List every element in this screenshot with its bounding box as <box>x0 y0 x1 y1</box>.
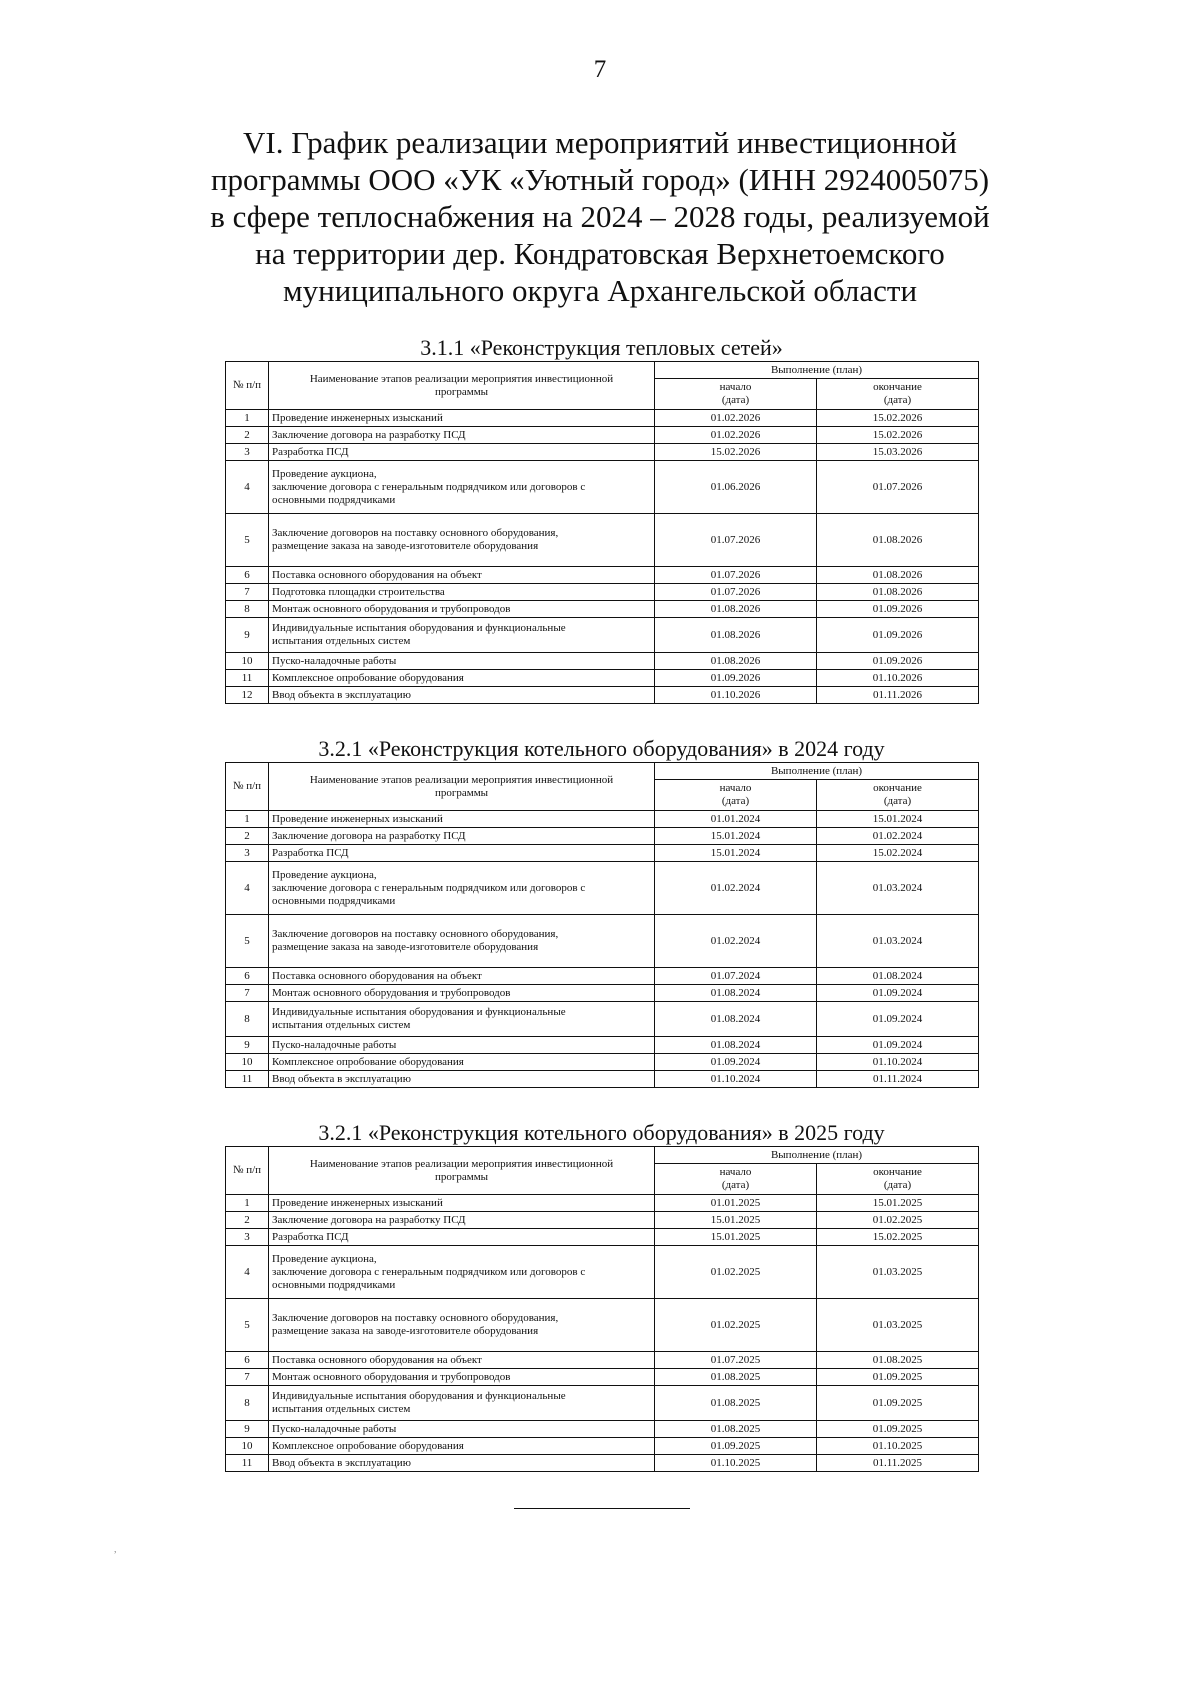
row-number: 8 <box>226 1002 269 1037</box>
table-row <box>226 1246 979 1299</box>
row-number: 6 <box>226 1352 269 1369</box>
header-end-sub: (дата) <box>883 1179 912 1191</box>
row-start-date: 01.10.2026 <box>655 687 817 704</box>
row-start-date: 15.01.2024 <box>655 828 817 845</box>
header-execution: Выполнение (план) <box>655 362 979 379</box>
row-stage-name <box>269 653 655 670</box>
table-row <box>226 968 979 985</box>
row-end-date: 01.03.2024 <box>817 862 979 915</box>
header-start-sub: (дата) <box>721 394 750 406</box>
row-end-date: 01.08.2026 <box>817 514 979 567</box>
row-stage-name <box>269 584 655 601</box>
schedule-table <box>225 1146 979 1472</box>
title-line: программы ООО «УК «Уютный город» (ИНН 2924005075) <box>210 162 990 197</box>
stage-name-line: Проведение аукциона, <box>272 467 377 480</box>
row-stage-name <box>269 828 655 845</box>
page-number: 7 <box>593 56 607 83</box>
row-start-date: 01.08.2026 <box>655 618 817 653</box>
table-row <box>226 811 979 828</box>
table-row <box>226 1229 979 1246</box>
stage-name-line: Поставка основного оборудования на объект <box>272 969 482 982</box>
title-line: муниципального округа Архангельской области <box>282 273 918 308</box>
table-row <box>226 1037 979 1054</box>
header-start-label: начало <box>719 1166 752 1178</box>
stage-name-line: испытания отдельных систем <box>272 1403 411 1415</box>
section-title: 3.2.1 «Реконструкция котельного оборудования» в 2024 году <box>318 736 885 761</box>
stage-name-line: Заключение договоров на поставку основного оборудования, <box>272 527 559 539</box>
stage-name-line: Монтаж основного оборудования и трубопроводов <box>272 986 511 999</box>
row-start-date: 01.02.2026 <box>655 427 817 444</box>
header-start <box>655 780 817 811</box>
row-end-date: 01.02.2024 <box>817 828 979 845</box>
table-row <box>226 1071 979 1088</box>
stage-name-line: Комплексное опробование оборудования <box>272 1055 464 1068</box>
row-start-date: 15.01.2025 <box>655 1212 817 1229</box>
header-end <box>817 1164 979 1195</box>
row-stage-name <box>269 670 655 687</box>
header-num: № п/п <box>226 763 269 811</box>
row-stage-name <box>269 1071 655 1088</box>
row-number: 10 <box>226 1438 269 1455</box>
row-start-date: 01.06.2026 <box>655 461 817 514</box>
row-stage-name <box>269 1421 655 1438</box>
header-start-sub: (дата) <box>721 795 750 807</box>
table-row <box>226 653 979 670</box>
row-number: 7 <box>226 584 269 601</box>
row-end-date: 15.02.2025 <box>817 1229 979 1246</box>
section-heat-networks <box>225 335 978 704</box>
row-stage-name <box>269 618 655 653</box>
header-end <box>817 780 979 811</box>
row-end-date: 01.08.2026 <box>817 584 979 601</box>
row-start-date: 01.07.2026 <box>655 584 817 601</box>
row-end-date: 15.02.2024 <box>817 845 979 862</box>
row-number: 4 <box>226 1246 269 1299</box>
stage-name-line: Индивидуальные испытания оборудования и функциональные <box>272 622 566 634</box>
row-end-date: 01.09.2026 <box>817 653 979 670</box>
stage-name-line: заключение договора с генеральным подрядчиком или договоров с <box>272 480 586 493</box>
row-end-date: 15.03.2026 <box>817 444 979 461</box>
row-end-date: 01.09.2024 <box>817 985 979 1002</box>
table-row <box>226 1195 979 1212</box>
row-end-date: 01.09.2025 <box>817 1386 979 1421</box>
row-start-date: 01.10.2025 <box>655 1455 817 1472</box>
stage-name-line: Разработка ПСД <box>272 846 349 859</box>
row-end-date: 01.02.2025 <box>817 1212 979 1229</box>
row-number: 12 <box>226 687 269 704</box>
stage-name-line: Ввод объекта в эксплуатацию <box>272 1072 411 1085</box>
row-end-date: 15.01.2025 <box>817 1195 979 1212</box>
row-start-date: 01.08.2025 <box>655 1386 817 1421</box>
stage-name-line: Заключение договоров на поставку основного оборудования, <box>272 1312 559 1324</box>
table-row <box>226 567 979 584</box>
stage-name-line: Поставка основного оборудования на объект <box>272 568 482 581</box>
row-number: 1 <box>226 410 269 427</box>
stage-name-line: Индивидуальные испытания оборудования и функциональные <box>272 1006 566 1018</box>
row-end-date: 01.09.2024 <box>817 1002 979 1037</box>
row-end-date: 01.09.2025 <box>817 1421 979 1438</box>
row-number: 1 <box>226 811 269 828</box>
row-stage-name <box>269 862 655 915</box>
row-end-date: 01.11.2025 <box>817 1455 979 1472</box>
table-row <box>226 1054 979 1071</box>
stage-name-line: Разработка ПСД <box>272 1230 349 1243</box>
header-end-sub: (дата) <box>883 394 912 406</box>
row-end-date: 01.09.2025 <box>817 1369 979 1386</box>
stage-name-line: основными подрядчиками <box>272 894 396 907</box>
row-start-date: 15.01.2025 <box>655 1229 817 1246</box>
row-stage-name <box>269 444 655 461</box>
row-stage-name <box>269 410 655 427</box>
stage-name-line: Разработка ПСД <box>272 445 349 458</box>
table-row <box>226 1438 979 1455</box>
table-row <box>226 514 979 567</box>
table-row <box>226 410 979 427</box>
row-start-date: 01.07.2026 <box>655 567 817 584</box>
row-stage-name <box>269 1229 655 1246</box>
row-stage-name <box>269 968 655 985</box>
row-number: 11 <box>226 1455 269 1472</box>
row-stage-name <box>269 514 655 567</box>
row-start-date: 01.02.2024 <box>655 915 817 968</box>
stage-name-line: Пуско-наладочные работы <box>272 654 397 667</box>
table-row <box>226 1212 979 1229</box>
row-end-date: 15.01.2024 <box>817 811 979 828</box>
stage-name-line: Пуско-наладочные работы <box>272 1038 397 1051</box>
row-end-date: 01.10.2025 <box>817 1438 979 1455</box>
stage-name-line: Поставка основного оборудования на объект <box>272 1353 482 1366</box>
table-row <box>226 618 979 653</box>
stage-name-line: Проведение инженерных изысканий <box>272 1196 443 1209</box>
row-end-date: 15.02.2026 <box>817 427 979 444</box>
row-start-date: 01.08.2026 <box>655 601 817 618</box>
row-number: 1 <box>226 1195 269 1212</box>
row-number: 2 <box>226 1212 269 1229</box>
row-stage-name <box>269 845 655 862</box>
section-boiler-2025 <box>225 1120 978 1472</box>
header-row <box>226 362 979 379</box>
stage-name-line: размещение заказа на заводе-изготовителе оборудования <box>272 941 539 953</box>
table-row <box>226 670 979 687</box>
title-line: VI. График реализации мероприятий инвестиционной <box>243 125 957 160</box>
row-end-date: 01.09.2026 <box>817 601 979 618</box>
stage-name-line: Проведение аукциона, <box>272 1252 377 1265</box>
section-boiler-2024 <box>225 736 978 1088</box>
header-start <box>655 379 817 410</box>
stage-name-line: Монтаж основного оборудования и трубопроводов <box>272 602 511 615</box>
header-start <box>655 1164 817 1195</box>
row-number: 5 <box>226 514 269 567</box>
row-stage-name <box>269 985 655 1002</box>
row-start-date: 01.08.2024 <box>655 1002 817 1037</box>
table-row <box>226 985 979 1002</box>
row-stage-name <box>269 1037 655 1054</box>
row-number: 10 <box>226 1054 269 1071</box>
row-end-date: 01.11.2026 <box>817 687 979 704</box>
stage-name-line: основными подрядчиками <box>272 493 396 506</box>
table-row <box>226 1352 979 1369</box>
stage-name-line: Комплексное опробование оборудования <box>272 1439 464 1452</box>
stage-name-line: Проведение инженерных изысканий <box>272 411 443 424</box>
stage-name-line: Проведение аукциона, <box>272 868 377 881</box>
row-end-date: 01.09.2026 <box>817 618 979 653</box>
row-number: 3 <box>226 444 269 461</box>
row-number: 5 <box>226 1299 269 1352</box>
row-start-date: 01.07.2026 <box>655 514 817 567</box>
header-stage-name: Наименование этапов реализации мероприятия инвестиционной программы <box>269 362 655 410</box>
stage-name-line: Индивидуальные испытания оборудования и функциональные <box>272 1390 566 1402</box>
row-number: 11 <box>226 1071 269 1088</box>
row-stage-name <box>269 1438 655 1455</box>
stage-name-line: Подготовка площадки строительства <box>272 585 445 598</box>
row-start-date: 01.09.2025 <box>655 1438 817 1455</box>
row-start-date: 01.08.2024 <box>655 1037 817 1054</box>
row-end-date: 01.03.2025 <box>817 1246 979 1299</box>
row-start-date: 01.01.2024 <box>655 811 817 828</box>
row-number: 6 <box>226 968 269 985</box>
row-stage-name <box>269 427 655 444</box>
row-end-date: 01.07.2026 <box>817 461 979 514</box>
table-row <box>226 828 979 845</box>
row-end-date: 01.10.2026 <box>817 670 979 687</box>
stage-name-line: испытания отдельных систем <box>272 1019 411 1031</box>
stage-name-line: заключение договора с генеральным подрядчиком или договоров с <box>272 881 586 894</box>
row-stage-name <box>269 1246 655 1299</box>
row-start-date: 01.08.2026 <box>655 653 817 670</box>
row-stage-name <box>269 915 655 968</box>
table-row <box>226 444 979 461</box>
row-start-date: 01.02.2024 <box>655 862 817 915</box>
row-stage-name <box>269 1352 655 1369</box>
row-start-date: 01.10.2024 <box>655 1071 817 1088</box>
header-end <box>817 379 979 410</box>
row-number: 4 <box>226 461 269 514</box>
header-execution: Выполнение (план) <box>655 763 979 780</box>
row-stage-name <box>269 461 655 514</box>
row-end-date: 01.08.2024 <box>817 968 979 985</box>
table-row <box>226 845 979 862</box>
row-number: 3 <box>226 1229 269 1246</box>
stage-name-line: Пуско-наладочные работы <box>272 1422 397 1435</box>
section-title: 3.2.1 «Реконструкция котельного оборудования» в 2025 году <box>318 1120 885 1145</box>
row-stage-name <box>269 567 655 584</box>
stage-name-line: Заключение договора на разработку ПСД <box>272 829 466 842</box>
header-start-sub: (дата) <box>721 1179 750 1191</box>
table-row <box>226 584 979 601</box>
stage-name-line: основными подрядчиками <box>272 1278 396 1291</box>
table-row <box>226 1002 979 1037</box>
row-number: 11 <box>226 670 269 687</box>
stage-name-line: размещение заказа на заводе-изготовителе оборудования <box>272 540 539 552</box>
row-number: 6 <box>226 567 269 584</box>
row-stage-name <box>269 811 655 828</box>
row-start-date: 01.08.2024 <box>655 985 817 1002</box>
stage-name-line: Заключение договора на разработку ПСД <box>272 428 466 441</box>
header-row <box>226 1147 979 1164</box>
row-start-date: 01.07.2024 <box>655 968 817 985</box>
row-start-date: 01.02.2025 <box>655 1299 817 1352</box>
row-end-date: 15.02.2026 <box>817 410 979 427</box>
row-number: 8 <box>226 601 269 618</box>
table-row <box>226 1369 979 1386</box>
table-row <box>226 1421 979 1438</box>
section-title: 3.1.1 «Реконструкция тепловых сетей» <box>420 335 783 360</box>
stage-name-line: заключение договора с генеральным подрядчиком или договоров с <box>272 1265 586 1278</box>
row-number: 8 <box>226 1386 269 1421</box>
row-stage-name <box>269 1002 655 1037</box>
header-row <box>226 763 979 780</box>
header-stage-name: Наименование этапов реализации мероприятия инвестиционной программы <box>269 1147 655 1195</box>
row-start-date: 01.09.2026 <box>655 670 817 687</box>
row-stage-name <box>269 601 655 618</box>
table-row <box>226 427 979 444</box>
row-stage-name <box>269 1386 655 1421</box>
header-start-label: начало <box>719 381 752 393</box>
row-start-date: 01.09.2024 <box>655 1054 817 1071</box>
footer-rule <box>514 1508 690 1509</box>
row-stage-name <box>269 1299 655 1352</box>
title-line: в сфере теплоснабжения на 2024 – 2028 годы, реализуемой <box>210 199 990 234</box>
row-number: 4 <box>226 862 269 915</box>
row-end-date: 01.11.2024 <box>817 1071 979 1088</box>
row-number: 3 <box>226 845 269 862</box>
table-row <box>226 1386 979 1421</box>
row-stage-name <box>269 1455 655 1472</box>
row-stage-name <box>269 687 655 704</box>
row-stage-name <box>269 1212 655 1229</box>
stage-name-line: Комплексное опробование оборудования <box>272 671 464 684</box>
row-start-date: 15.01.2024 <box>655 845 817 862</box>
table-row <box>226 862 979 915</box>
header-num: № п/п <box>226 1147 269 1195</box>
header-end-sub: (дата) <box>883 795 912 807</box>
row-start-date: 01.08.2025 <box>655 1369 817 1386</box>
margin-mark: , <box>114 1544 117 1555</box>
stage-name-line: размещение заказа на заводе-изготовителе оборудования <box>272 1325 539 1337</box>
schedule-table <box>225 762 979 1088</box>
row-number: 7 <box>226 1369 269 1386</box>
stage-name-line: Проведение инженерных изысканий <box>272 812 443 825</box>
table-row <box>226 687 979 704</box>
row-number: 2 <box>226 828 269 845</box>
row-start-date: 01.07.2025 <box>655 1352 817 1369</box>
page-title <box>150 124 1050 309</box>
table-row <box>226 915 979 968</box>
stage-name-line: Заключение договора на разработку ПСД <box>272 1213 466 1226</box>
header-end-label: окончание <box>873 381 922 393</box>
row-stage-name <box>269 1369 655 1386</box>
row-start-date: 01.01.2025 <box>655 1195 817 1212</box>
row-end-date: 01.10.2024 <box>817 1054 979 1071</box>
row-start-date: 01.08.2025 <box>655 1421 817 1438</box>
row-stage-name <box>269 1195 655 1212</box>
row-start-date: 01.02.2025 <box>655 1246 817 1299</box>
header-execution: Выполнение (план) <box>655 1147 979 1164</box>
row-start-date: 15.02.2026 <box>655 444 817 461</box>
header-stage-name: Наименование этапов реализации мероприятия инвестиционной программы <box>269 763 655 811</box>
title-line: на территории дер. Кондратовская Верхнетоемского <box>255 236 945 271</box>
header-start-label: начало <box>719 782 752 794</box>
header-end-label: окончание <box>873 1166 922 1178</box>
table-row <box>226 461 979 514</box>
header-end-label: окончание <box>873 782 922 794</box>
stage-name-line: Заключение договоров на поставку основного оборудования, <box>272 928 559 940</box>
stage-name-line: испытания отдельных систем <box>272 635 411 647</box>
row-end-date: 01.08.2026 <box>817 567 979 584</box>
row-end-date: 01.03.2024 <box>817 915 979 968</box>
row-stage-name <box>269 1054 655 1071</box>
row-number: 9 <box>226 1421 269 1438</box>
schedule-table <box>225 361 979 704</box>
row-number: 2 <box>226 427 269 444</box>
row-start-date: 01.02.2026 <box>655 410 817 427</box>
row-end-date: 01.09.2024 <box>817 1037 979 1054</box>
row-number: 9 <box>226 1037 269 1054</box>
row-number: 7 <box>226 985 269 1002</box>
stage-name-line: Ввод объекта в эксплуатацию <box>272 688 411 701</box>
stage-name-line: Ввод объекта в эксплуатацию <box>272 1456 411 1469</box>
row-number: 10 <box>226 653 269 670</box>
table-row <box>226 1455 979 1472</box>
row-number: 5 <box>226 915 269 968</box>
table-row <box>226 601 979 618</box>
table-row <box>226 1299 979 1352</box>
row-end-date: 01.08.2025 <box>817 1352 979 1369</box>
stage-name-line: Монтаж основного оборудования и трубопроводов <box>272 1370 511 1383</box>
header-num: № п/п <box>226 362 269 410</box>
row-end-date: 01.03.2025 <box>817 1299 979 1352</box>
row-number: 9 <box>226 618 269 653</box>
